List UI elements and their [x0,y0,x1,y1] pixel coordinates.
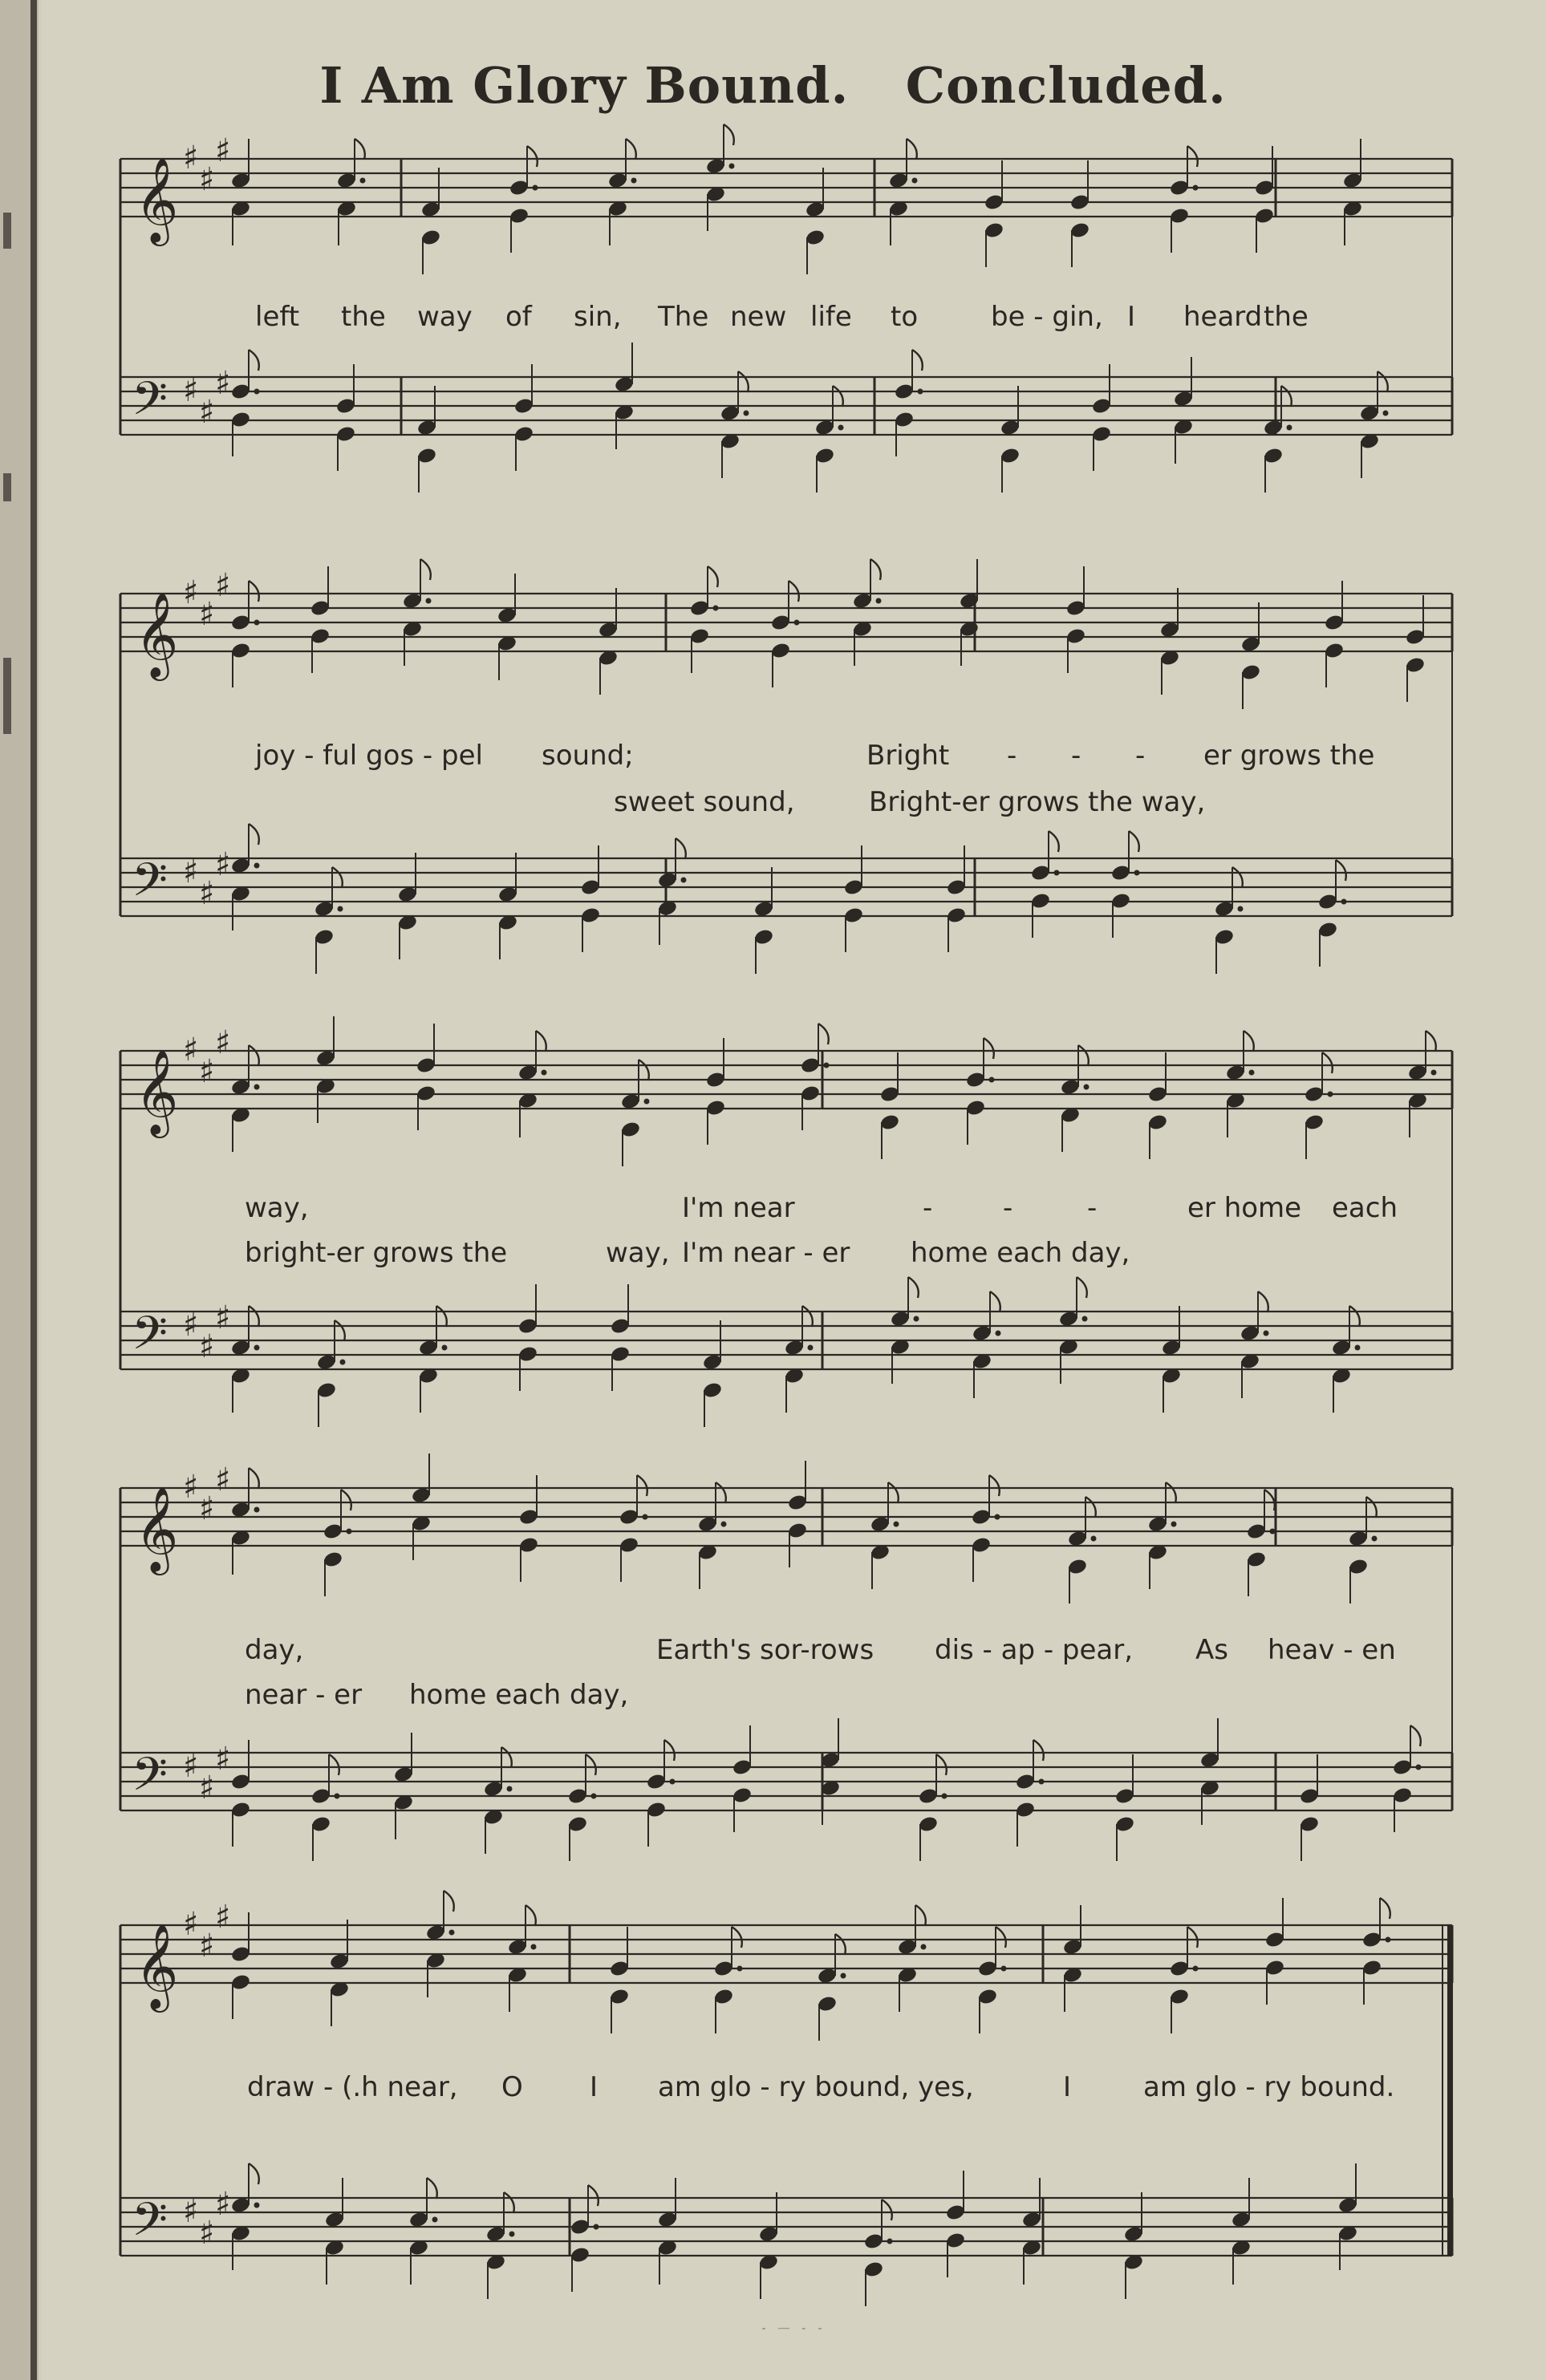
dot-icon [347,1529,352,1535]
note-flag [586,1754,596,1775]
dot-icon [1134,870,1140,876]
dot-icon [737,1966,743,1972]
note-flag [870,559,881,580]
treble-clef-icon: 𝄞 [135,156,179,242]
note-flag [501,1747,512,1768]
note-flag [249,350,259,371]
lyric-word: I [590,2071,599,2103]
note-flag [984,1038,994,1059]
note-flag [536,1031,546,1052]
lyrics-verse-line [120,740,1452,780]
dot-icon [912,178,918,184]
dot-icon [1082,1316,1088,1322]
dot-icon [507,1786,513,1792]
note-flag [504,2192,514,2213]
note-flag [1349,1306,1360,1327]
dot-icon [681,878,687,883]
lyric-word: life [810,301,852,333]
sharp-icon: ♯ [215,1299,231,1336]
lyrics-verse-line [120,1192,1452,1232]
dot-icon [1355,1345,1361,1351]
note-flag [1281,386,1292,407]
note-flag [1380,1898,1390,1919]
dot-icon [1372,1536,1378,1542]
lyric-word: The [658,301,709,333]
dot-icon [942,1794,947,1799]
note-flag [249,1306,259,1327]
lyric-word: dis - ap - pear, [935,1634,1134,1666]
note-flag [708,566,718,587]
note-flag [1378,371,1388,392]
dot-icon [442,1345,448,1351]
lyric-word: - [1071,740,1081,772]
lyric-word: er home [1187,1192,1302,1224]
note-flag [427,2178,437,2199]
dot-icon [591,1794,597,1799]
lyric-word: - [1135,740,1146,772]
note-flag [818,1024,829,1044]
dot-icon [1193,1966,1199,1972]
sharp-icon: ♯ [183,140,199,176]
lyric-word: way, [245,1192,309,1224]
dot-icon [1039,1779,1045,1785]
note-flag [249,824,259,845]
sharp-icon: ♯ [199,1928,215,1964]
lyric-word: the [1264,301,1309,333]
dot-icon [1328,1092,1333,1097]
lyric-word: Bright-er grows the way, [869,786,1206,818]
sharp-icon: ♯ [215,2186,231,2223]
dot-icon [335,1794,340,1799]
dot-icon [643,1514,648,1520]
sharp-icon: ♯ [199,1490,215,1527]
lyric-word: er grows the [1203,740,1375,772]
dot-icon [670,1779,676,1785]
dot-icon [254,389,260,395]
sharp-icon: ♯ [199,875,215,912]
dot-icon [1386,1937,1391,1943]
binding-mark [3,473,11,501]
dot-icon [1383,411,1389,416]
dot-icon [838,425,844,431]
lyric-word: am glo - ry bound, yes, [658,2071,974,2103]
lyric-word: left [255,301,300,333]
dot-icon [542,1070,547,1076]
lyric-word: sin, [574,301,622,333]
note-flag [249,1468,259,1489]
lyrics-chorus-line [120,1237,1452,1277]
note-flag [990,1291,1000,1312]
note-flag [1187,146,1198,167]
sharp-icon: ♯ [183,372,199,409]
dot-icon [449,1930,455,1936]
lyric-word: As [1195,1634,1228,1666]
lyric-word: joy - ful gos - pel [255,740,483,772]
note-flag [420,559,431,580]
sharp-icon: ♯ [215,1462,231,1498]
note-flag [1244,1031,1254,1052]
sharp-icon: ♯ [183,574,199,611]
lyric-word: sound; [542,740,634,772]
dot-icon [254,863,260,869]
dot-icon [1084,1085,1090,1090]
dot-icon [1054,870,1060,876]
note-flag [1410,1725,1421,1746]
note-flag [738,371,749,392]
note-flag [332,867,343,888]
lyric-word: - [1007,740,1017,772]
lyric-word: of [505,301,532,333]
lyric-word: - [1087,1192,1098,1224]
sharp-icon: ♯ [215,1899,231,1936]
note-flag [716,1482,726,1503]
note-flag [444,1891,454,1912]
note-flag [1322,1052,1333,1073]
dot-icon [918,389,923,395]
note-flag [732,1927,742,1948]
note-flag [1129,831,1139,852]
dot-icon [824,1063,830,1068]
dot-icon [914,1316,919,1322]
dot-icon [921,1944,927,1950]
lyric-word: am glo - ry bound. [1143,2071,1395,2103]
dot-icon [729,164,735,169]
note-flag [1085,1497,1096,1518]
lyric-word: heard [1183,301,1263,333]
treble-clef-icon: 𝄞 [135,1923,179,2009]
page-title [0,56,1546,115]
lyrics-chorus-line [120,1679,1452,1719]
lyric-word: sweet sound, [614,786,795,818]
lyric-word: O [501,2071,523,2103]
sharp-icon: ♯ [215,1024,231,1061]
note-flag [436,1306,447,1327]
bass-clef-icon: 𝄢 [132,1747,168,1813]
dot-icon [1171,1522,1177,1527]
note-flag [912,350,923,371]
note-flag [1078,1045,1089,1066]
dot-icon [426,598,432,604]
title-concluded: Concluded. [905,56,1227,115]
lyric-word: - [923,1192,933,1224]
bass-clef-icon: 𝄢 [132,853,168,918]
dot-icon [1193,185,1199,191]
note-flag [882,2200,892,2220]
dot-icon [996,1331,1001,1336]
sharp-icon: ♯ [199,2215,215,2252]
dot-icon [509,2232,515,2237]
note-flag [1187,1927,1198,1948]
dot-icon [254,1345,260,1351]
note-flag [802,1306,813,1327]
note-flag [1258,1291,1268,1312]
dot-icon [338,906,343,912]
note-flag [676,838,686,859]
sharp-icon: ♯ [183,853,199,890]
lyric-word: I [1063,2071,1072,2103]
note-flag [249,2163,259,2184]
lyrics-verse-line [120,2071,1452,2111]
lyric-word: - [1003,1192,1013,1224]
lyric-word: draw - (.h near, [247,2071,458,2103]
sharp-icon: ♯ [183,1032,199,1068]
note-flag [1166,1482,1176,1503]
dot-icon [254,620,260,626]
note-flag [329,1754,339,1775]
bass-clef-icon: 𝄢 [132,2192,168,2258]
dot-icon [808,1345,814,1351]
dot-icon [794,620,800,626]
binding-mark [3,658,11,734]
note-flag [249,1045,259,1066]
lyrics-verse-line [120,301,1452,341]
note-flag [588,2185,599,2206]
dot-icon [360,178,366,184]
sharp-icon: ♯ [183,1469,199,1506]
sharp-icon: ♯ [199,1328,215,1365]
dot-icon [713,606,719,611]
note-flag [789,581,799,602]
dot-icon [594,2224,599,2230]
lyric-word: home each day, [911,1237,1130,1269]
bass-clef-icon: 𝄢 [132,1306,168,1372]
lyric-word: heav - en [1268,1634,1396,1666]
dot-icon [644,1099,650,1105]
lyric-word: each [1332,1192,1398,1224]
note-flag [249,581,259,602]
dot-icon [721,1522,727,1527]
dot-icon [1091,1536,1097,1542]
dot-icon [887,2239,893,2244]
sharp-icon: ♯ [199,161,215,198]
dot-icon [254,2203,260,2208]
note-flag [936,1754,947,1775]
dot-icon [1238,906,1244,912]
dot-icon [989,1077,995,1083]
sharp-icon: ♯ [215,846,231,883]
lyrics-verse-line [120,1634,1452,1674]
note-flag [915,1905,926,1926]
binding-mark [3,213,11,249]
note-flag [1336,860,1346,881]
note-flag [1232,867,1243,888]
sharp-icon: ♯ [183,2193,199,2230]
sharp-icon: ♯ [183,1307,199,1344]
dot-icon [531,1944,537,1950]
sharp-icon: ♯ [215,132,231,169]
lyric-word: home each day, [409,1679,629,1711]
lyric-word: to [891,301,919,333]
note-flag [1426,1031,1436,1052]
dot-icon [1341,899,1347,905]
note-flag [1366,1497,1377,1518]
dot-icon [995,1514,1000,1520]
note-flag [1077,1277,1087,1298]
note-flag [989,1475,1000,1496]
dot-icon [254,1507,260,1513]
page-footer-mark: - — - - [761,2322,827,2334]
lyric-word: Bright [866,740,950,772]
sharp-icon: ♯ [199,394,215,431]
dot-icon [1001,1966,1007,1972]
dot-icon [1416,1765,1422,1770]
treble-clef-icon: 𝄞 [135,591,179,677]
lyric-word: near - er [245,1679,363,1711]
sharp-icon: ♯ [183,1906,199,1943]
dot-icon [533,185,538,191]
note-flag [637,1475,647,1496]
title-main: I Am Glory Bound. [319,56,850,115]
treble-clef-icon: 𝄞 [135,1048,179,1134]
sharp-icon: ♯ [215,1741,231,1778]
note-flag [908,1277,919,1298]
note-flag [1033,1740,1044,1761]
lyric-word: be - gin, [991,301,1103,333]
treble-clef-icon: 𝄞 [135,1486,179,1571]
dot-icon [876,598,882,604]
note-flag [525,1905,536,1926]
note-flag [835,1934,846,1955]
note-flag [1264,1490,1275,1510]
dot-icon [894,1522,899,1527]
dot-icon [432,2217,438,2223]
dot-icon [841,1973,846,1979]
lyric-word: way, [606,1237,670,1269]
note-flag [341,1490,351,1510]
note-flag [639,1060,649,1081]
note-flag [833,386,843,407]
dot-icon [631,178,637,184]
dot-icon [1431,1070,1437,1076]
note-flag [664,1740,675,1761]
sharp-icon: ♯ [215,365,231,402]
dot-icon [254,1085,260,1090]
note-flag [1049,831,1059,852]
note-flag [335,1320,345,1341]
bass-clef-icon: 𝄢 [132,371,168,437]
sharp-icon: ♯ [199,596,215,633]
lyric-word: I'm near [682,1192,795,1224]
lyrics-chorus-line [120,786,1452,826]
dot-icon [1270,1529,1276,1535]
binding-edge [30,0,37,2380]
dot-icon [1264,1331,1269,1336]
note-flag [996,1927,1006,1948]
dot-icon [744,411,749,416]
note-flag [527,146,538,167]
lyric-word: day, [245,1634,304,1666]
lyric-word: I'm near - er [682,1237,850,1269]
sharp-icon: ♯ [199,1053,215,1090]
lyric-word: I [1127,301,1136,333]
lyric-word: new [730,301,787,333]
sharp-icon: ♯ [199,1770,215,1806]
lyric-word: Earth's sor-rows [656,1634,874,1666]
sharp-icon: ♯ [183,1748,199,1785]
dot-icon [340,1360,346,1365]
dot-icon [1287,425,1292,431]
note-flag [888,1482,899,1503]
lyric-word: the [341,301,386,333]
dot-icon [1249,1070,1255,1076]
lyric-word: way [417,301,473,333]
sharp-icon: ♯ [215,567,231,604]
lyric-word: bright-er grows the [245,1237,508,1269]
